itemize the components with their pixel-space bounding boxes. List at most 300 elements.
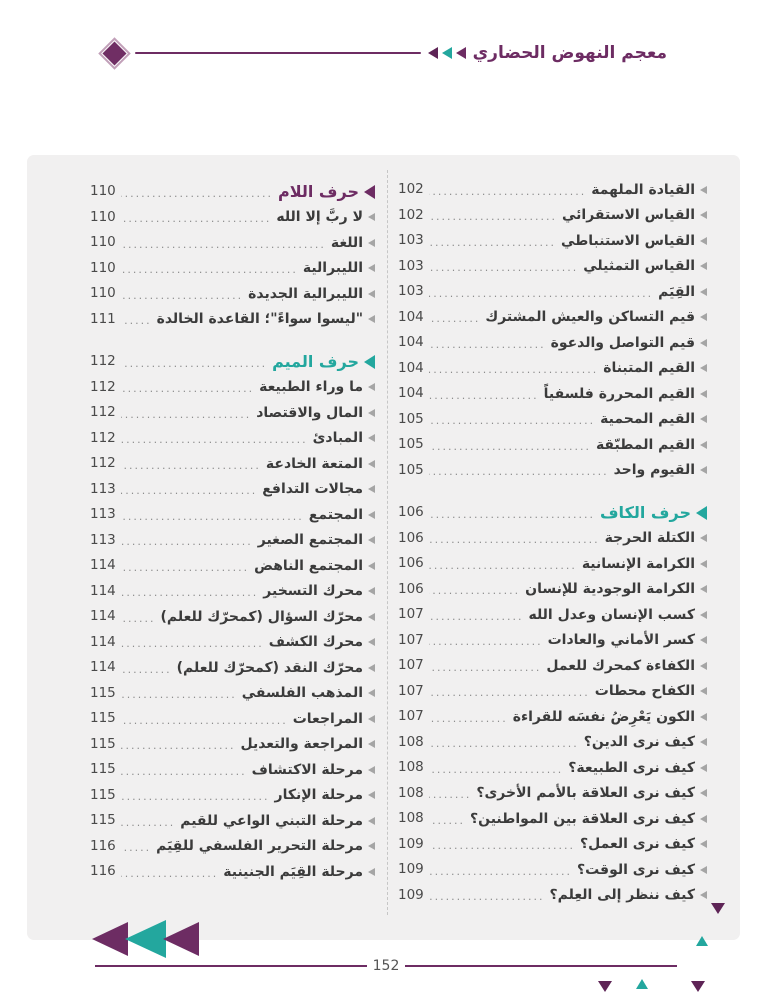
toc-entry-row	[90, 630, 375, 656]
dot-leader	[429, 840, 575, 857]
page-header	[101, 36, 667, 70]
triangle-left-icon	[364, 185, 375, 199]
triangle-down-icon	[691, 981, 705, 992]
entry-title: المتعة الخادعة	[265, 455, 363, 472]
toc-entry-row	[90, 477, 375, 503]
footer-rule	[95, 958, 677, 974]
toc-entry-row	[90, 553, 375, 579]
entry-title: ما وراء الطبيعة	[259, 379, 363, 396]
page-number: 112	[90, 455, 116, 471]
dot-leader	[429, 364, 598, 381]
dot-leader	[121, 868, 218, 885]
triangle-left-icon	[368, 239, 375, 247]
toc-entry-row	[90, 528, 375, 554]
dot-leader	[429, 441, 591, 458]
footer-rule-segment	[95, 965, 367, 967]
page-number: 104	[398, 359, 424, 376]
entry-title: المذهب الفلسفي	[241, 685, 363, 702]
dot-leader	[121, 715, 288, 732]
page-number: 112	[90, 404, 116, 420]
toc-entry-row	[398, 330, 707, 356]
dot-leader	[121, 511, 304, 528]
triangle-left-icon	[700, 415, 707, 423]
triangle-up-icon	[636, 979, 648, 989]
triangle-left-icon	[368, 485, 375, 493]
triangle-left-icon	[368, 766, 375, 774]
toc-entry-row	[90, 230, 375, 256]
triangle-left-icon	[700, 687, 707, 695]
entry-title: مرحلة القِيَم الجنينية	[223, 863, 363, 880]
page-number: 110	[90, 234, 116, 250]
dot-leader	[121, 290, 243, 307]
entry-title: القياس الاستقرائي	[561, 207, 695, 224]
toc-entry-row	[90, 579, 375, 605]
page-number: 114	[90, 633, 116, 650]
page-number: 114	[90, 557, 116, 573]
entry-title: كيف نرى العمل؟	[579, 836, 695, 853]
triangle-left-icon	[368, 511, 375, 519]
triangle-left-icon	[163, 922, 199, 956]
toc-entry-row	[90, 783, 375, 809]
dot-leader	[429, 764, 564, 781]
entry-title: كسب الإنسان وعدل الله	[528, 606, 695, 623]
toc-entry-row	[398, 806, 707, 832]
dot-leader	[429, 288, 653, 305]
toc-section	[398, 177, 707, 483]
page-number: 107	[398, 682, 424, 699]
toc-entry-row	[398, 305, 707, 331]
toc-entry-row	[398, 279, 707, 305]
dot-leader	[429, 636, 543, 653]
toc-entry-row	[398, 432, 707, 458]
toc-entry-row	[398, 203, 707, 229]
entry-title: المراجعة والتعديل	[240, 736, 363, 753]
page-number: 104	[398, 385, 424, 401]
dot-leader	[121, 638, 264, 655]
page-number: 110	[90, 183, 116, 199]
toc-entry-row	[398, 577, 707, 603]
triangle-left-icon	[700, 866, 707, 874]
entry-title: محرك التسخير	[263, 583, 363, 600]
entry-title: القياس التمثيلي	[583, 258, 695, 275]
section-header-row	[90, 179, 375, 205]
dot-leader	[429, 339, 546, 356]
triangle-left-icon	[700, 891, 707, 899]
dot-leader	[429, 815, 465, 832]
page-header-title: معجم النهوض الحضاري	[472, 42, 667, 63]
toc-entry-row	[90, 400, 375, 426]
entry-title: الكفاءة كمحرك للعمل	[546, 657, 695, 674]
page-number: 103	[398, 232, 424, 248]
dot-leader	[121, 664, 172, 681]
dot-leader	[429, 237, 556, 254]
toc-entry-row	[90, 706, 375, 732]
triangle-left-icon	[700, 585, 707, 593]
toc-entry-row	[398, 730, 707, 756]
toc-entry-row	[398, 832, 707, 858]
section-title: حرف الكاف	[599, 502, 691, 522]
triangle-left-icon	[700, 466, 707, 474]
dot-leader	[429, 585, 520, 602]
triangle-left-icon	[92, 922, 128, 956]
dot-leader	[429, 313, 481, 330]
entry-title: المال والاقتصاد	[256, 404, 363, 421]
page-number: 115	[90, 735, 116, 752]
triangle-left-icon	[368, 868, 375, 876]
triangle-left-icon	[700, 313, 707, 321]
triangle-left-icon	[368, 791, 375, 799]
page-number: 114	[90, 608, 116, 624]
entry-title: القيم المحررة فلسفياً	[543, 385, 695, 402]
triangle-left-icon	[700, 611, 707, 619]
entry-title: الكرامة الإنسانية	[581, 555, 695, 572]
dot-leader	[429, 415, 595, 432]
toc-section	[90, 179, 375, 332]
page-number: 106	[398, 580, 424, 597]
triangle-left-icon	[428, 47, 438, 59]
entry-title: القيم المحمية	[600, 411, 695, 428]
triangle-left-icon	[700, 534, 707, 542]
page-number: 116	[90, 863, 116, 879]
dot-leader	[429, 891, 545, 908]
page-number: 115	[90, 786, 116, 803]
entry-title: كيف ننظر إلى العِلم؟	[549, 887, 695, 904]
dot-leader	[121, 485, 257, 502]
page-number: 109	[398, 835, 424, 852]
dot-leader	[429, 262, 578, 279]
header-rule	[135, 52, 421, 54]
dot-leader	[429, 509, 595, 526]
toc-entry-row	[90, 451, 375, 477]
dot-leader	[121, 358, 267, 375]
triangle-left-icon	[368, 460, 375, 468]
entry-title: كيف نرى الطبيعة؟	[568, 759, 695, 776]
dot-leader	[121, 383, 254, 400]
triangle-left-icon	[368, 290, 375, 298]
entry-title: القيادة الملهمة	[591, 181, 695, 198]
content-panel	[27, 155, 740, 940]
entry-title: المراجعات	[292, 710, 363, 727]
triangle-left-icon	[364, 355, 375, 369]
triangle-left-icon	[125, 920, 166, 958]
entry-title: لا ربَّ إلا الله	[276, 209, 363, 226]
dot-leader	[121, 613, 156, 630]
page-number: 116	[90, 837, 116, 854]
triangle-left-icon	[700, 262, 707, 270]
dot-leader	[429, 534, 600, 551]
toc-entry-row	[398, 755, 707, 781]
toc-column-qaf-kaf	[398, 177, 707, 908]
triangle-left-icon	[700, 662, 707, 670]
page-number: 115	[90, 710, 116, 726]
page-number: 113	[90, 531, 116, 548]
entry-title: مرحلة الإنكار	[274, 787, 363, 804]
page-number: 106	[398, 504, 424, 520]
page-number: 103	[398, 283, 424, 299]
entry-title: قيم التساكن والعيش المشترك	[485, 309, 695, 326]
toc-entry-row	[90, 256, 375, 282]
dot-leader	[429, 687, 590, 704]
dot-leader	[121, 842, 151, 859]
triangle-left-icon	[368, 213, 375, 221]
page-number: 109	[398, 886, 424, 903]
diamond-logo-icon	[98, 37, 131, 70]
dot-leader	[121, 434, 308, 451]
entry-title: كيف نرى الوقت؟	[576, 861, 695, 878]
entry-title: محرّك السؤال (كمحرّك للعلم)	[160, 608, 363, 625]
dot-leader	[429, 186, 587, 203]
toc-entry-row	[90, 757, 375, 783]
dot-leader	[429, 738, 579, 755]
entry-title: مرحلة التبني الواعي للقيم	[180, 812, 363, 829]
page-number: 105	[398, 436, 424, 452]
page-number: 114	[90, 659, 116, 675]
page-number: 110	[90, 285, 116, 301]
section-title: حرف اللام	[277, 181, 359, 201]
entry-title: القيوم واحد	[613, 462, 695, 479]
page-number: 107	[398, 606, 424, 622]
entry-title: الكتلة الحرجة	[604, 530, 695, 547]
toc-section	[398, 500, 707, 908]
page-number: 110	[90, 208, 116, 225]
triangle-down-icon	[711, 903, 725, 914]
dot-leader	[121, 562, 249, 579]
entry-title: مجالات التدافع	[262, 481, 363, 498]
toc-entry-row	[398, 551, 707, 577]
triangle-left-icon	[368, 409, 375, 417]
page-number: 107	[398, 631, 424, 648]
dot-leader	[121, 213, 272, 230]
toc-entry-row	[398, 407, 707, 433]
dot-leader	[429, 390, 539, 407]
entry-title: قيم التواصل والدعوة	[550, 334, 695, 351]
page-number: 115	[90, 761, 116, 777]
triangle-left-icon	[700, 738, 707, 746]
toc-entry-row	[398, 628, 707, 654]
triangle-left-icon	[700, 441, 707, 449]
entry-title: الكفاح محطات	[594, 683, 695, 700]
dot-leader	[121, 689, 237, 706]
toc-entry-row	[398, 704, 707, 730]
triangle-up-icon	[696, 936, 708, 946]
entry-title: كيف نرى الدين؟	[583, 734, 695, 751]
diamond-logo-fill	[102, 41, 126, 65]
dot-leader	[429, 866, 572, 883]
entry-title: المجتمع	[308, 506, 363, 523]
triangle-left-icon	[442, 47, 452, 59]
column-divider	[387, 170, 388, 915]
toc-entry-row	[398, 254, 707, 280]
triangle-left-icon	[368, 740, 375, 748]
entry-title: الكون يَعْرِضُ نفسَه للقراءة	[512, 708, 695, 725]
triangle-left-icon	[368, 638, 375, 646]
triangle-left-icon	[368, 664, 375, 672]
triangle-left-icon	[368, 715, 375, 723]
dot-leader	[121, 188, 273, 205]
triangle-left-icon	[368, 689, 375, 697]
triangle-left-icon	[700, 560, 707, 568]
dot-leader	[429, 662, 542, 679]
entry-title: الليبرالية	[302, 260, 363, 277]
toc-entry-row	[90, 281, 375, 307]
triangle-left-icon	[700, 840, 707, 848]
dot-leader	[121, 791, 270, 808]
triangle-down-icon	[598, 981, 612, 992]
page-number: 103	[398, 257, 424, 274]
triangle-left-icon	[368, 264, 375, 272]
triangle-left-icon	[700, 390, 707, 398]
toc-entry-row	[90, 375, 375, 401]
section-title: حرف الميم	[272, 351, 359, 371]
toc-entry-row	[90, 604, 375, 630]
triangle-left-icon	[700, 339, 707, 347]
triangle-left-icon	[700, 636, 707, 644]
toc-entry-row	[90, 681, 375, 707]
triangle-left-icon	[700, 186, 707, 194]
toc-entry-row	[398, 381, 707, 407]
entry-title: الليبرالية الجديدة	[248, 285, 363, 302]
entry-title: المجتمع الصغير	[257, 532, 363, 549]
toc-entry-row	[398, 653, 707, 679]
dot-leader	[121, 766, 247, 783]
toc-entry-row	[90, 808, 375, 834]
toc-entry-row	[398, 679, 707, 705]
header-arrows-icon	[428, 47, 466, 59]
toc-entry-row	[398, 781, 707, 807]
triangle-left-icon	[368, 817, 375, 825]
page-number: 113	[90, 480, 116, 497]
page-number: 108	[398, 733, 424, 750]
entry-title: اللغة	[330, 234, 363, 251]
triangle-left-icon	[700, 364, 707, 372]
page-number: 115	[90, 684, 116, 701]
page-number: 114	[90, 582, 116, 599]
toc-entry-row	[90, 502, 375, 528]
entry-title: المبادئ	[312, 430, 363, 447]
entry-title: محرّك النقد (كمحرّك للعلم)	[176, 659, 363, 676]
page-number: 108	[398, 759, 424, 775]
entry-title: المجتمع الناهض	[254, 557, 363, 574]
triangle-left-icon	[700, 789, 707, 797]
toc-entry-row	[398, 526, 707, 552]
footer-arrows-icon	[92, 918, 199, 960]
page-number: 106	[398, 555, 424, 571]
toc-column-lam-mim	[90, 179, 375, 885]
page-number: 102	[398, 206, 424, 223]
dot-leader	[429, 713, 508, 730]
toc-entry-row	[398, 458, 707, 484]
dot-leader	[121, 740, 236, 757]
triangle-left-icon	[368, 383, 375, 391]
triangle-left-icon	[700, 237, 707, 245]
entry-title: القيم المطبّقة	[595, 436, 695, 453]
triangle-left-icon	[700, 815, 707, 823]
toc-entry-row	[90, 834, 375, 860]
triangle-left-icon	[368, 536, 375, 544]
page-number: 102	[398, 181, 424, 197]
triangle-left-icon	[368, 613, 375, 621]
toc-entry-row	[90, 307, 375, 333]
page-number: 107	[398, 657, 424, 673]
toc-entry-row	[398, 177, 707, 203]
page-number: 111	[90, 310, 116, 327]
toc-entry-row	[398, 228, 707, 254]
entry-title: محرك الكشف	[268, 634, 363, 651]
page-number: 110	[90, 259, 116, 276]
triangle-left-icon	[456, 47, 466, 59]
page-number: 112	[90, 429, 116, 446]
dot-leader	[121, 536, 253, 553]
triangle-left-icon	[368, 315, 375, 323]
dot-leader	[429, 611, 524, 628]
dot-leader	[121, 315, 152, 332]
page-number: 115	[90, 812, 116, 828]
triangle-left-icon	[368, 562, 375, 570]
entry-title: الكرامة الوجودية للإنسان	[525, 581, 695, 598]
toc-entry-row	[398, 602, 707, 628]
dot-leader	[121, 587, 259, 604]
page-number: 109	[398, 861, 424, 877]
entry-title: القِيَم	[658, 283, 695, 300]
page-number: 108	[398, 784, 424, 801]
entry-title: كسر الأماني والعادات	[547, 632, 695, 649]
triangle-left-icon	[368, 842, 375, 850]
page-number: 104	[398, 308, 424, 325]
dot-leader	[429, 789, 472, 806]
dot-leader	[121, 817, 175, 834]
dot-leader	[429, 560, 577, 577]
toc-entry-row	[398, 356, 707, 382]
triangle-left-icon	[368, 587, 375, 595]
entry-title: كيف نرى العلاقة بين المواطنين؟	[470, 810, 695, 827]
triangle-left-icon	[700, 288, 707, 296]
dot-leader	[429, 466, 609, 483]
entry-title: القياس الاستنباطي	[560, 232, 695, 249]
dot-leader	[121, 264, 298, 281]
triangle-left-icon	[368, 434, 375, 442]
section-header-row	[90, 349, 375, 375]
entry-title: مرحلة التحرير الفلسفي للقِيَم	[156, 838, 363, 855]
entry-title: كيف نرى العلاقة بالأمم الأخرى؟	[476, 785, 695, 802]
page-number: 106	[398, 529, 424, 546]
page-number: 107	[398, 708, 424, 724]
toc-entry-row	[398, 857, 707, 883]
dot-leader	[429, 211, 557, 228]
entry-title: مرحلة الاكتشاف	[251, 761, 363, 778]
page-number: 112	[90, 353, 116, 369]
toc-entry-row	[90, 205, 375, 231]
entry-title: القيم المتبناة	[603, 360, 695, 377]
toc-section	[90, 349, 375, 885]
triangle-left-icon	[700, 211, 707, 219]
page-number: 104	[398, 334, 424, 350]
dot-leader	[121, 239, 326, 256]
dot-leader	[121, 409, 251, 426]
entry-title: "ليسوا سواءً"؛ القاعدة الخالدة	[156, 311, 363, 328]
page-number: 105	[398, 461, 424, 478]
page-number: 105	[398, 410, 424, 427]
section-header-row	[398, 500, 707, 526]
toc-entry-row	[90, 655, 375, 681]
triangle-left-icon	[700, 764, 707, 772]
toc-entry-row	[90, 426, 375, 452]
footer-page-number: 152	[372, 958, 400, 974]
toc-entry-row	[398, 883, 707, 909]
footer-rule-segment	[405, 965, 677, 967]
toc-entry-row	[90, 732, 375, 758]
triangle-left-icon	[696, 506, 707, 520]
triangle-left-icon	[700, 713, 707, 721]
